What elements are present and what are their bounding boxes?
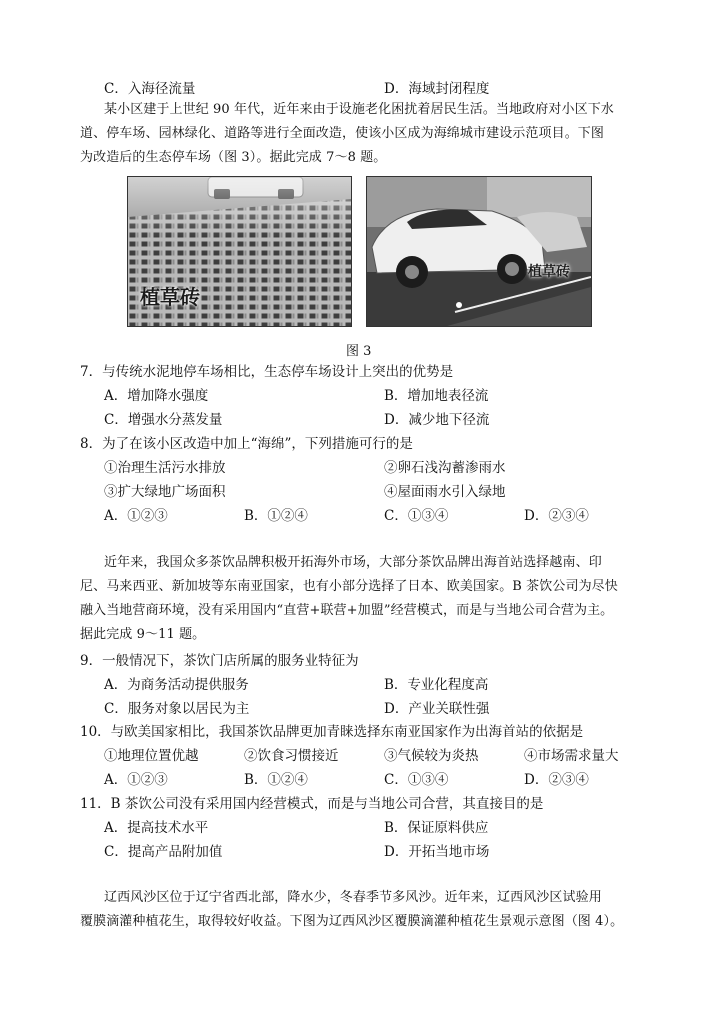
- paragraph-line: 据此完成 9～11 题。: [80, 627, 206, 642]
- photo-label-left: 植草砖: [140, 285, 200, 309]
- q11-option-a: A．提高技术水平: [104, 820, 209, 836]
- paragraph-line: 道、停车场、园林绿化、道路等进行全面改造，使该小区成为海绵城市建设示范项目。下图: [80, 126, 605, 141]
- paragraph-line: 尼、马来西亚、新加坡等东南亚国家，也有小部分选择了日本、欧美国家。B 茶饮公司为尽快: [80, 579, 618, 594]
- paragraph-line: 为改造后的生态停车场（图 3）。据此完成 7～8 题。: [80, 150, 387, 165]
- question-9: 9．一般情况下，茶饮门店所属的服务业特征为: [80, 653, 359, 669]
- paragraph-line: 近年来，我国众多茶饮品牌积极开拓海外市场，大部分茶饮品牌出海首站选择越南、印: [104, 555, 602, 570]
- paragraph-line: 某小区建于上世纪 90 年代，近年来由于设施老化困扰着居民生活。当地政府对小区下水: [104, 102, 614, 117]
- parked-car-illustration: [367, 177, 591, 326]
- question-8: 8．为了在该小区改造中加上“海绵”，下列措施可行的是: [80, 436, 413, 452]
- q8-statement-1: ①治理生活污水排放: [104, 460, 226, 476]
- q8-statement-3: ③扩大绿地广场面积: [104, 484, 226, 500]
- paragraph-line: 辽西风沙区位于辽宁省西北部，降水少，冬春季节多风沙。近年来，辽西风沙区试验用: [104, 890, 602, 905]
- q11-option-b: B．保证原料供应: [384, 820, 489, 836]
- q10-statement-2: ②饮食习惯接近: [244, 748, 339, 764]
- grass-brick-photo-left: [127, 176, 352, 327]
- q7-option-c: C．增强水分蒸发量: [104, 412, 223, 428]
- q8-option-c: C．①③④: [384, 508, 449, 524]
- question-7: 7．与传统水泥地停车场相比，生态停车场设计上突出的优势是: [80, 364, 454, 380]
- q7-option-b: B．增加地表径流: [384, 388, 489, 404]
- question-10: 10．与欧美国家相比，我国茶饮品牌更加青睐选择东南亚国家作为出海首站的依据是: [80, 724, 584, 740]
- q10-option-c: C．①③④: [384, 772, 449, 788]
- q8-option-d: D．②③④: [524, 508, 589, 524]
- grass-brick-photo-right: [366, 176, 592, 327]
- q9-option-c: C．服务对象以居民为主: [104, 701, 250, 717]
- q7-option-a: A．增加降水强度: [104, 388, 209, 404]
- option-d: D．海域封闭程度: [384, 81, 490, 97]
- q11-option-c: C．提高产品附加值: [104, 844, 223, 860]
- q10-option-d: D．②③④: [524, 772, 589, 788]
- question-11: 11．B 茶饮公司没有采用国内经营模式，而是与当地公司合营，其直接目的是: [80, 796, 544, 812]
- q9-option-b: B．专业化程度高: [384, 677, 489, 693]
- q11-option-d: D．开拓当地市场: [384, 844, 490, 860]
- q8-statement-4: ④屋面雨水引入绿地: [384, 484, 506, 500]
- q10-statement-3: ③气候较为炎热: [384, 748, 479, 764]
- option-c: C．入海径流量: [104, 81, 196, 97]
- q10-option-a: A．①②③: [104, 772, 168, 788]
- figure-caption: 图 3: [346, 344, 372, 359]
- q8-option-b: B．①②④: [244, 508, 308, 524]
- q8-option-a: A．①②③: [104, 508, 168, 524]
- q9-option-d: D．产业关联性强: [384, 701, 490, 717]
- q8-statement-2: ②卵石浅沟蓄渗雨水: [384, 460, 506, 476]
- q9-option-a: A．为商务活动提供服务: [104, 677, 249, 693]
- paragraph-line: 覆膜滴灌种植花生，取得较好收益。下图为辽西风沙区覆膜滴灌种植花生景观示意图（图 4）。: [80, 914, 624, 929]
- q10-statement-1: ①地理位置优越: [104, 748, 199, 764]
- photo-label-right: 植草砖: [528, 264, 570, 280]
- q10-option-b: B．①②④: [244, 772, 308, 788]
- q7-option-d: D．减少地下径流: [384, 412, 490, 428]
- paragraph-line: 融入当地营商环境，没有采用国内“直营+联营+加盟”经营模式，而是与当地公司合营为主。: [80, 603, 614, 618]
- q10-statement-4: ④市场需求量大: [524, 748, 619, 764]
